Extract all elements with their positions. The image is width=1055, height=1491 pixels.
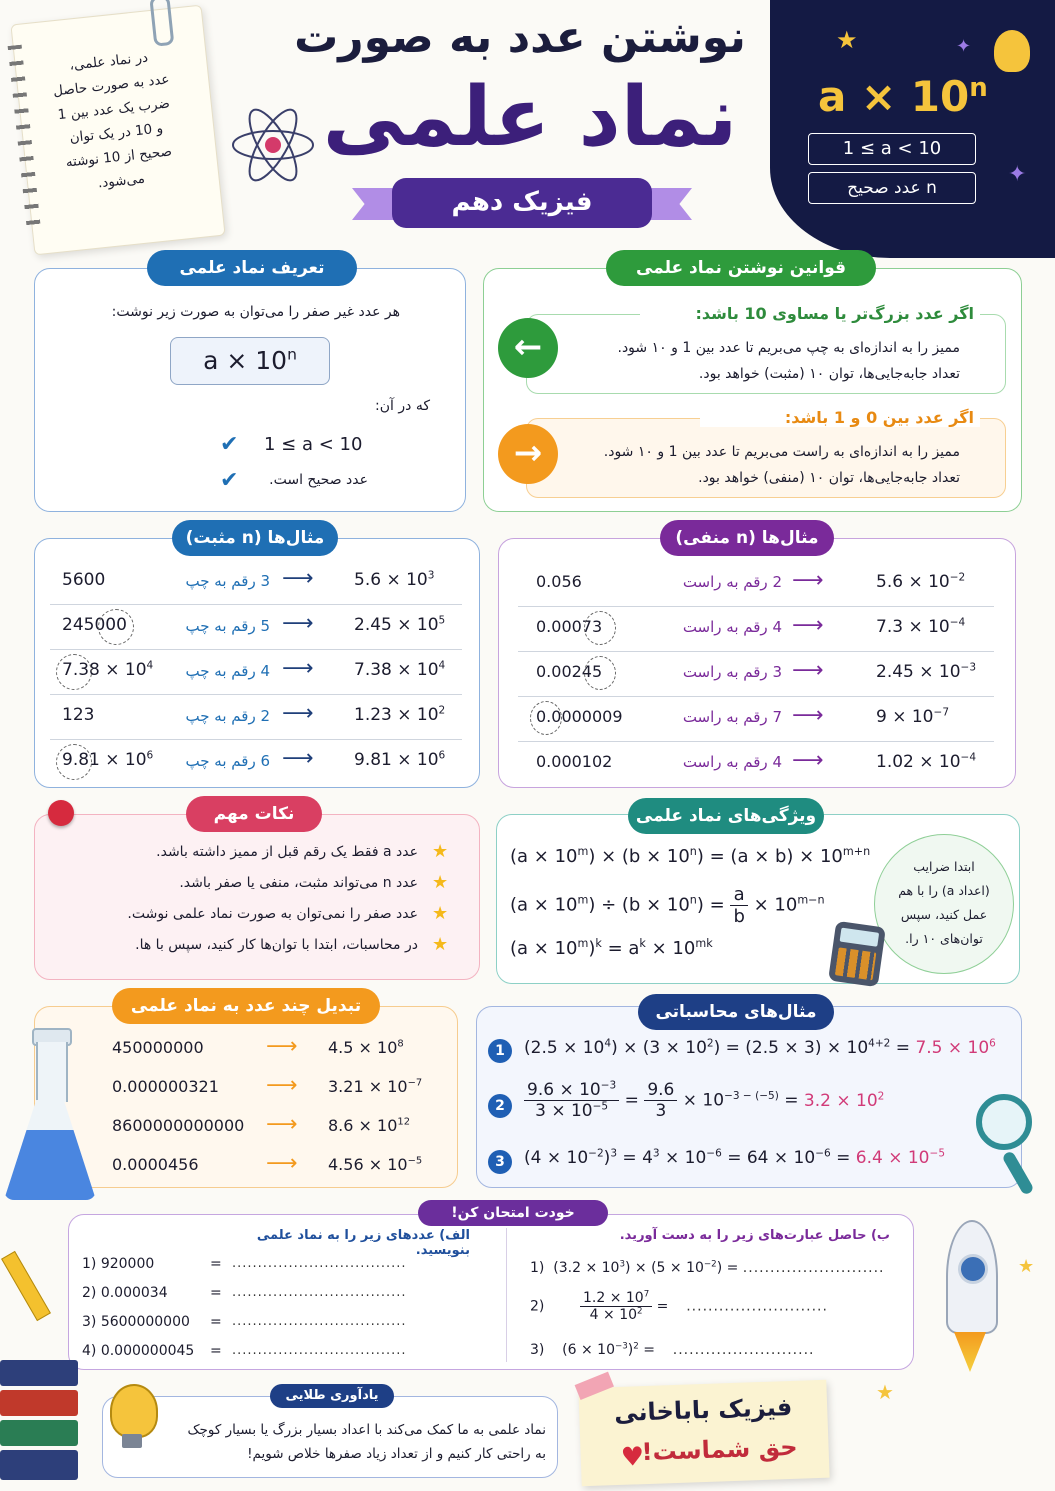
golden-title: یادآوری طلایی bbox=[270, 1384, 394, 1408]
tips-card bbox=[34, 814, 480, 980]
tip-item: عدد a فقط یک رقم قبل از ممیز داشته باشد. bbox=[156, 844, 418, 860]
practice-partB-1: 1) $(3.2 \times 10^3) \times (5 \times 10^{-2})$ = .......................... bbox=[530, 1259, 885, 1276]
flask-icon bbox=[0, 1028, 100, 1206]
star-icon: ★ bbox=[1018, 1256, 1035, 1277]
example-number-text: 245000 bbox=[62, 615, 127, 635]
highlight-circle bbox=[530, 701, 562, 735]
arrow-right-icon: ⟶ bbox=[266, 1034, 298, 1059]
convert-result-base: 4.5 × 10 bbox=[328, 1038, 398, 1057]
property-product: $(a \times 10^m) \times (b \times 10^n) = (a \times b) \times 10^{m+n}$ bbox=[510, 845, 871, 867]
example-result-exp: 2 bbox=[438, 704, 446, 717]
tip-item: عدد n می‌تواند مثبت، منفی یا صفر باشد. bbox=[179, 875, 418, 891]
arrow-left-icon: ← bbox=[498, 318, 558, 378]
practice-question: 3) 5600000000 bbox=[82, 1314, 190, 1330]
properties-title: ویژگی‌های نماد علمی bbox=[628, 798, 824, 834]
convert-result bbox=[328, 1155, 422, 1174]
convert-number: 450000000 bbox=[112, 1038, 204, 1057]
examples-positive-title: مثال‌ها (n مثبت) bbox=[172, 520, 338, 556]
rule2-title: اگر عدد بین 0 و 1 باشد: bbox=[700, 408, 980, 427]
paper-clip-icon bbox=[149, 0, 174, 47]
convert-title: تبدیل چند عدد به نماد علمی bbox=[112, 988, 380, 1024]
atom-icon bbox=[228, 100, 318, 190]
example-result bbox=[354, 570, 434, 590]
golden-line1: نماد علمی به ما کمک می‌کند با اعداد بسیار بزرگ یا بسیار کوچک bbox=[187, 1422, 546, 1438]
example-result-exp: −4 bbox=[960, 751, 977, 764]
definition-title: تعریف نماد علمی bbox=[147, 250, 357, 286]
calc-number-badge: 1 bbox=[488, 1039, 512, 1063]
practice-question: 4) 0.000000045 bbox=[82, 1343, 195, 1359]
arrow-right-icon: ⟶ bbox=[792, 568, 824, 593]
row-divider bbox=[50, 739, 462, 740]
definition-formula bbox=[170, 337, 330, 385]
heart-icon: ♥ bbox=[620, 1442, 645, 1473]
rule2-line2: تعداد جابه‌جایی‌ها، توان ۱۰ (منفی) خواهد بود. bbox=[698, 470, 960, 486]
note-line: می‌شود. bbox=[97, 170, 146, 192]
example-result-base: 5.6 × 10 bbox=[876, 572, 950, 592]
rule1-line2: تعداد جابه‌جایی‌ها، توان ۱۰ (مثبت) خواهد بود. bbox=[698, 366, 960, 382]
note-line: عدد به صورت حاصل bbox=[52, 71, 171, 100]
row-divider bbox=[518, 606, 994, 607]
formula-exponent: n bbox=[287, 345, 297, 364]
example-result-base: 9 × 10 bbox=[876, 707, 934, 727]
convert-number: 0.000000321 bbox=[112, 1077, 219, 1096]
bubble-line: توان‌های ۱۰ را. bbox=[905, 931, 983, 946]
example-result-exp: −3 bbox=[960, 661, 977, 674]
highlight-circle bbox=[56, 744, 92, 780]
answer-blank[interactable]: .................................. bbox=[232, 1343, 407, 1358]
definition-intro: هر عدد غیر صفر را می‌توان به صورت زیر نوشت: bbox=[111, 304, 400, 320]
practice-partA-title: الف) عددهای زیر را به نماد علمی بنویسید. bbox=[256, 1228, 470, 1258]
row-divider bbox=[50, 694, 462, 695]
definition-where: که در آن: bbox=[375, 398, 430, 414]
example-move: 3 رقم به راست bbox=[682, 663, 782, 681]
subject-label: فیزیک دهم bbox=[392, 178, 652, 228]
star-icon: ✦ bbox=[1008, 162, 1027, 187]
brand-line2: حق شماست! bbox=[641, 1432, 798, 1467]
practice-partB-3: 3) $(6 \times 10^{-3})^2$ = .......................... bbox=[530, 1341, 815, 1358]
example-number-exp: 6 bbox=[146, 749, 154, 762]
example-result bbox=[876, 752, 976, 772]
example-result bbox=[354, 750, 445, 770]
example-result bbox=[876, 662, 976, 682]
example-result-base: 1.02 × 10 bbox=[876, 752, 961, 772]
calc-number-badge: 3 bbox=[488, 1150, 512, 1174]
example-result-base: 9.81 × 10 bbox=[354, 750, 439, 770]
example-move: 3 رقم به چپ bbox=[185, 572, 270, 590]
arrow-right-icon: → bbox=[498, 424, 558, 484]
rule1-title: اگر عدد بزرگ‌تر یا مساوی 10 باشد: bbox=[640, 304, 980, 323]
convert-number: 0.0000456 bbox=[112, 1155, 199, 1174]
example-result bbox=[876, 707, 949, 727]
tip-item: عدد صفر را نمی‌توان به صورت نماد علمی نوشت. bbox=[127, 906, 418, 922]
rule2-line1: ممیز را به اندازه‌ای به راست می‌بریم تا عدد بین 1 و ۱۰ شود. bbox=[603, 444, 960, 460]
convert-result-base: 4.56 × 10 bbox=[328, 1155, 408, 1174]
example-move: 2 رقم به چپ bbox=[185, 707, 270, 725]
arrow-right-icon: ⟶ bbox=[792, 613, 824, 638]
calc-number-badge: 2 bbox=[488, 1094, 512, 1118]
example-result bbox=[354, 660, 445, 680]
example-number: 0.00073 bbox=[536, 617, 603, 636]
books-icon bbox=[0, 1360, 78, 1491]
arrow-right-icon: ⟶ bbox=[282, 566, 314, 591]
condition-range: 1 ≤ a < 10 bbox=[808, 133, 976, 165]
examples-negative-title: مثال‌ها (n منفی) bbox=[660, 520, 834, 556]
highlight-circle bbox=[584, 656, 616, 690]
highlight-circle bbox=[98, 609, 134, 645]
example-result-exp: 4 bbox=[438, 659, 446, 672]
example-result bbox=[354, 615, 445, 635]
arrow-right-icon: ⟶ bbox=[792, 703, 824, 728]
example-result-exp: −4 bbox=[949, 616, 966, 629]
check-icon: ✔ bbox=[220, 468, 239, 493]
answer-blank[interactable]: .......................... bbox=[672, 1342, 815, 1358]
arrow-right-icon: ⟶ bbox=[282, 701, 314, 726]
row-divider bbox=[50, 649, 462, 650]
note-line: در نماد علمی، bbox=[68, 49, 149, 74]
example-result-base: 2.45 × 10 bbox=[354, 615, 439, 635]
equals-sign: = bbox=[210, 1256, 222, 1272]
check-icon: ✔ bbox=[220, 432, 239, 457]
example-move: 2 رقم به راست bbox=[682, 573, 782, 591]
calc-example-3: $(4 \times 10^{-2})^3 = 4^3 \times 10^{-6} = 64 \times 10^{-6} = 6.4 \times 10^{-5}$ bbox=[524, 1147, 946, 1168]
practice-question: 2) 0.000034 bbox=[82, 1285, 168, 1301]
example-result-base: 7.38 × 10 bbox=[354, 660, 439, 680]
example-result-base: 1.23 × 10 bbox=[354, 705, 439, 725]
row-divider bbox=[50, 604, 462, 605]
equals-sign: = bbox=[210, 1285, 222, 1301]
example-result-exp: 3 bbox=[427, 569, 435, 582]
page-title-line1: نوشتن عدد به صورت bbox=[294, 12, 746, 63]
pencil-icon bbox=[1, 1251, 51, 1321]
magnifier-icon bbox=[976, 1094, 1032, 1150]
convert-result-base: 3.21 × 10 bbox=[328, 1077, 408, 1096]
equals-sign: = bbox=[210, 1314, 222, 1330]
row-divider bbox=[518, 696, 994, 697]
tip-item: در محاسبات، ابتدا با توان‌ها کار کنید، سپس با ها. bbox=[135, 937, 418, 953]
example-move: 7 رقم به راست bbox=[682, 708, 782, 726]
convert-result-exp: −7 bbox=[407, 1077, 423, 1089]
convert-result-exp: 12 bbox=[397, 1116, 410, 1128]
arrow-right-icon: ⟶ bbox=[282, 611, 314, 636]
example-number-text: 9.81 × 10 bbox=[62, 750, 147, 770]
practice-partB-2: 2) $\frac{1.2 \times 10^7}{4 \times 10^2}$ = .......................... bbox=[530, 1289, 828, 1323]
calc-example-2: $\frac{9.6 \times 10^{-3}}{3 \times 10^{-5}}$ = $\frac{9.6}{3}$ × $10^{-3 - (-5)} = 3.2 \times 10^2$ bbox=[524, 1080, 884, 1121]
answer-blank[interactable]: .................................. bbox=[232, 1285, 407, 1300]
convert-result bbox=[328, 1077, 422, 1096]
convert-result-base: 8.6 × 10 bbox=[328, 1116, 398, 1135]
example-number: 0.0000009 bbox=[536, 707, 623, 726]
lightbulb-base bbox=[122, 1434, 142, 1448]
example-result-exp: 6 bbox=[438, 749, 446, 762]
note-line: ضرب یک عدد بین 1 bbox=[57, 95, 171, 124]
tape-decoration bbox=[575, 1372, 614, 1400]
formula-a: a × 10 bbox=[818, 72, 970, 121]
formula-exponent: n bbox=[969, 73, 988, 103]
answer-blank[interactable]: .......................... bbox=[686, 1298, 828, 1315]
star-icon: ★ bbox=[836, 26, 858, 54]
rocket-icon bbox=[930, 1220, 1010, 1370]
tips-title: نکات مهم bbox=[186, 796, 322, 832]
arrow-right-icon: ⟶ bbox=[266, 1112, 298, 1137]
highlight-circle bbox=[56, 654, 92, 690]
practice-divider bbox=[506, 1228, 507, 1362]
answer-blank[interactable]: .................................. bbox=[232, 1256, 407, 1271]
example-move: 6 رقم به چپ bbox=[185, 752, 270, 770]
arrow-right-icon: ⟶ bbox=[282, 746, 314, 771]
arrow-right-icon: ⟶ bbox=[266, 1073, 298, 1098]
bubble-line: عمل کنید، سپس bbox=[900, 907, 988, 922]
practice-partB-title: ب) حاصل عبارت‌های زیر را به دست آورید. bbox=[619, 1228, 890, 1243]
star-icon: ★ bbox=[432, 841, 449, 862]
calc-example-1: $(2.5 \times 10^4) \times (3 \times 10^2) = (2.5 \times 3) \times 10^{4+2} = 7.5 \times 10^6$ bbox=[524, 1037, 996, 1058]
calc-answer-3: 6.4 × 10 bbox=[855, 1148, 930, 1168]
subject-ribbon bbox=[352, 178, 692, 230]
equals-sign: = bbox=[210, 1343, 222, 1359]
example-number bbox=[62, 570, 105, 590]
example-result-exp: 5 bbox=[438, 614, 446, 627]
star-icon: ★ bbox=[432, 934, 449, 955]
calculator-icon bbox=[828, 921, 886, 987]
convert-result-exp: 8 bbox=[397, 1038, 404, 1050]
convert-number: 8600000000000 bbox=[112, 1116, 245, 1135]
note-line: صحیح از 10 نوشته bbox=[64, 143, 173, 171]
example-move: 4 رقم به راست bbox=[682, 753, 782, 771]
lightbulb-icon bbox=[994, 30, 1030, 72]
calc-answer-3-exp: −5 bbox=[929, 1147, 946, 1160]
example-move: 5 رقم به چپ bbox=[185, 617, 270, 635]
practice-title: خودت امتحان کن! bbox=[418, 1200, 608, 1226]
example-move: 4 رقم به راست bbox=[682, 618, 782, 636]
example-result-base: 7.3 × 10 bbox=[876, 617, 950, 637]
calc-answer-2: 3.2 × 10 bbox=[803, 1090, 878, 1111]
star-icon: ★ bbox=[432, 903, 449, 924]
calc-answer-1-exp: 6 bbox=[989, 1037, 996, 1050]
example-number: 0.056 bbox=[536, 572, 582, 591]
calc-answer-1: 7.5 × 10 bbox=[915, 1038, 990, 1058]
highlight-circle bbox=[584, 611, 616, 645]
example-number: 0.000102 bbox=[536, 752, 613, 771]
properties-bubble bbox=[874, 834, 1014, 974]
example-result-exp: −7 bbox=[933, 706, 950, 719]
property-quotient: $(a \times 10^m) \div (b \times 10^n)$ = $\frac{a}{b}$ × $10^{m-n}$ bbox=[510, 884, 825, 927]
bubble-line: (اعداد a) را با هم bbox=[898, 883, 990, 898]
bubble-line: ابتدا ضرایب bbox=[913, 859, 975, 874]
rule1-line1: ممیز را به اندازه‌ای به چپ می‌بریم تا عدد بین 1 و ۱۰ شود. bbox=[617, 340, 960, 356]
row-divider bbox=[518, 741, 994, 742]
rules-title: قوانین نوشتن نماد علمی bbox=[606, 250, 876, 286]
answer-blank[interactable]: .......................... bbox=[742, 1260, 885, 1276]
example-number bbox=[62, 705, 94, 725]
page-title-line2: نماد علمی bbox=[322, 70, 738, 165]
golden-line2: به راحتی کار کنیم و از تعداد زیاد صفرها خلاص شویم! bbox=[247, 1446, 546, 1462]
convert-result-exp: −5 bbox=[407, 1155, 423, 1167]
example-result-base: 5.6 × 10 bbox=[354, 570, 428, 590]
note-paper bbox=[10, 5, 225, 256]
convert-result bbox=[328, 1038, 404, 1057]
brand-line1: فیزیک باباخانی bbox=[613, 1392, 793, 1428]
example-number-text: 123 bbox=[62, 705, 95, 725]
note-line: و 10 در یک توان bbox=[68, 120, 164, 147]
example-number: 0.00245 bbox=[536, 662, 603, 681]
definition-cond2: عدد صحیح است. bbox=[269, 472, 368, 488]
formula-panel bbox=[770, 0, 1055, 258]
example-number-text: 5600 bbox=[62, 570, 106, 590]
practice-question: 1) 920000 bbox=[82, 1256, 155, 1272]
example-result bbox=[876, 617, 965, 637]
condition-n: n عدد صحیح bbox=[808, 172, 976, 204]
example-number-text: 7.38 × 10 bbox=[62, 660, 147, 680]
example-result-base: 2.45 × 10 bbox=[876, 662, 961, 682]
property-power: $(a \times 10^m)^k = a^k \times 10^{mk}$ bbox=[510, 937, 713, 959]
answer-blank[interactable]: .................................. bbox=[232, 1314, 407, 1329]
row-divider bbox=[518, 651, 994, 652]
calc-title: مثال‌های محاسباتی bbox=[638, 994, 834, 1030]
arrow-right-icon: ⟶ bbox=[282, 656, 314, 681]
example-result bbox=[354, 705, 445, 725]
star-icon: ✦ bbox=[956, 36, 972, 57]
brand-note bbox=[578, 1380, 829, 1487]
example-result-exp: −2 bbox=[949, 571, 966, 584]
example-move: 4 رقم به چپ bbox=[185, 662, 270, 680]
star-icon: ★ bbox=[876, 1380, 894, 1404]
example-result bbox=[876, 572, 965, 592]
arrow-right-icon: ⟶ bbox=[266, 1151, 298, 1176]
pin-icon bbox=[48, 800, 74, 826]
arrow-right-icon: ⟶ bbox=[792, 658, 824, 683]
definition-cond1: 1 ≤ a < 10 bbox=[264, 434, 363, 455]
convert-result bbox=[328, 1116, 410, 1135]
example-number-exp: 4 bbox=[146, 659, 154, 672]
arrow-right-icon: ⟶ bbox=[792, 748, 824, 773]
star-icon: ★ bbox=[432, 872, 449, 893]
calc-answer-2-exp: 2 bbox=[877, 1089, 885, 1102]
formula-base: a × 10 bbox=[203, 346, 288, 375]
